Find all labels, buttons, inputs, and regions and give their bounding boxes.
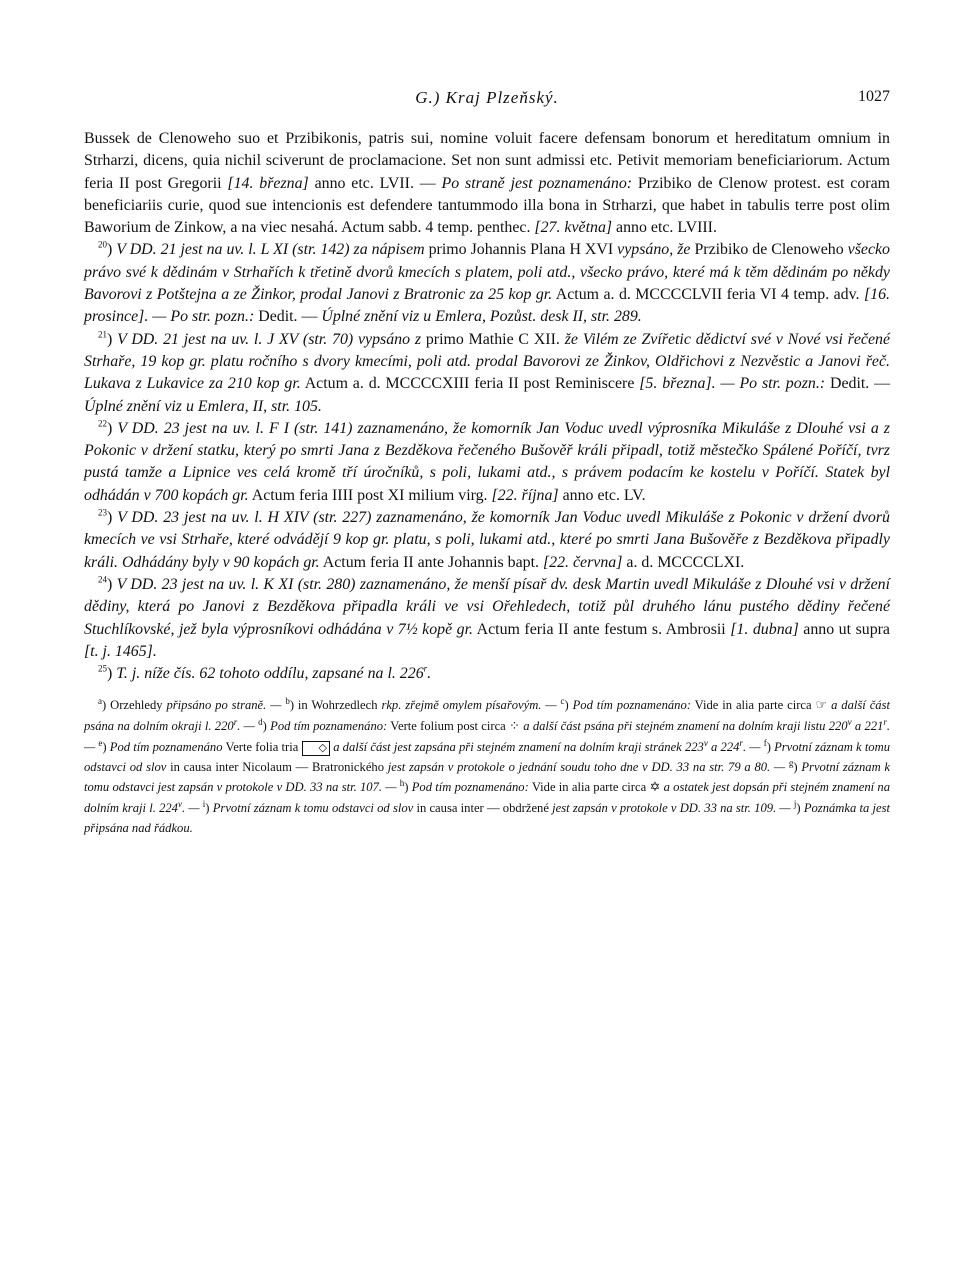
text-run: ) xyxy=(205,801,213,816)
text-run: Przibiko de Clenoweho xyxy=(690,241,848,259)
superscript-mark: r xyxy=(883,717,887,728)
text-run: Actum feria II ante festum s. Ambrosii xyxy=(473,620,731,638)
italic-text: . — xyxy=(181,801,200,816)
superscript-mark: v xyxy=(847,717,852,728)
text-run: primo Mathie C XII. xyxy=(421,330,565,348)
italic-text: [t. j. 1465]. xyxy=(84,642,157,660)
main-text xyxy=(84,128,890,685)
footnotes xyxy=(84,695,890,838)
italic-text: a další část psána při stejném znamení na dolním kraji listu 220 xyxy=(523,719,848,734)
italic-text: připsáno po straně. — xyxy=(166,698,282,713)
superscript-mark: r xyxy=(423,663,428,674)
italic-text: Poznámka ta jest připsána nad řádkou. xyxy=(84,801,891,836)
italic-text: vypsáno, že xyxy=(617,241,691,259)
italic-text: Pod tím poznamenáno: xyxy=(411,780,529,795)
note-number: 25 xyxy=(98,663,107,674)
text-run: ) xyxy=(107,330,118,348)
italic-text: že Vilém ze Zvířetic dědictví své v Nové vsi řečené Strhaře, 19 kop gr. platu ročního s dvory kmecími, poli atd. prodal Bavorovi ze Žinkov, Oldřichovi z Nezvěstic a Janovi řeč. Lukava z Lukavice za 210 kop gr. xyxy=(84,330,891,393)
note-number: 23 xyxy=(98,507,107,518)
italic-text: V DD. 21 jest na uv. l. L XI (str. 142) za nápisem xyxy=(116,241,425,259)
text-run: ) xyxy=(404,780,412,795)
note-number: 21 xyxy=(98,329,107,340)
marginal-symbol-icon: ☞ xyxy=(815,698,828,714)
text-run: ) xyxy=(107,419,118,437)
superscript-mark: v xyxy=(177,799,182,810)
page-header xyxy=(84,88,890,112)
paragraph-p22 xyxy=(84,418,890,507)
italic-text: Úplné znění viz u Emlera, Pozůst. desk II, str. 289. xyxy=(321,308,642,326)
superscript-mark: i xyxy=(202,799,206,810)
italic-text: Prvotní záznam k tomu odstavci od slov xyxy=(84,740,891,775)
superscript-mark: r xyxy=(233,717,238,728)
text-run: ) xyxy=(107,575,117,593)
footnote-paragraph xyxy=(84,695,890,838)
text-run: Actum a. d. MCCCCLVII feria VI 4 temp. adv. xyxy=(552,286,864,304)
italic-text: všecko právo své k dědinám v Strhařích k třetině dvorů kmecích s platem, poli atd., všecko právo, které má k těm dědinám po někdy Bavorovi z Potštejna a ze Žinkor, prodal Janovi z Bratronic za 25 kop gr. xyxy=(84,241,890,304)
italic-text: Prvotní záznam k tomu odstavci od slov xyxy=(212,801,414,816)
italic-text: a 224 xyxy=(707,740,740,755)
text-run: ) xyxy=(262,719,271,734)
paragraph-p21 xyxy=(84,329,890,418)
text-run: ) xyxy=(107,241,117,259)
italic-text: . xyxy=(427,665,432,683)
paragraph-p20 xyxy=(84,239,890,328)
text-run: in causa inter — obdržené xyxy=(413,801,553,816)
text-run: Dedit. — xyxy=(825,375,890,393)
superscript-mark: a xyxy=(98,696,102,707)
italic-text: [16. prosince]. — Po str. pozn.: xyxy=(84,286,890,326)
italic-text: T. j. níže čís. 62 tohoto oddílu, zapsané na l. 226 xyxy=(116,665,424,683)
italic-text: . — xyxy=(237,719,255,734)
superscript-mark: f xyxy=(763,738,767,749)
text-run: ) xyxy=(793,760,802,775)
italic-text: Po straně jest poznamenáno: xyxy=(441,174,633,192)
italic-text: . — xyxy=(742,740,761,755)
paragraph-p25 xyxy=(84,663,890,685)
text-run: a. d. MCCCCLXI. xyxy=(622,553,745,571)
italic-text: a ostatek jest dopsán při stejném znamení na dolním kraji l. 224 xyxy=(84,780,890,816)
italic-text: V DD. 23 jest na uv. l. K XI (str. 280) zaznamenáno, že menší písař dv. desk Martin uvedl Mikuláše z Dlouhé vsi v držení dědiny, která po Janovi z Bezděkova připadla králi ve vsi Ořehledech, totiž půl druhého lánu pustého dědiny řečené Stuchlíkovské, jež byla výprosníkovi odhádána v 7½ kopě gr. xyxy=(84,575,890,638)
text-run: Dedit. — xyxy=(254,308,322,326)
italic-text: V DD. 21 jest na uv. l. J XV (str. 70) vypsáno z xyxy=(117,330,422,348)
paragraph-p24 xyxy=(84,574,890,663)
superscript-mark: e xyxy=(98,738,103,749)
superscript-mark: b xyxy=(285,696,290,707)
italic-text: jest zapsán v protokole v DD. 33 na str. 109. — xyxy=(552,801,791,816)
running-title: G.) Kraj Plzeňský. xyxy=(415,88,559,107)
italic-text: [1. dubna] xyxy=(730,620,799,638)
superscript-mark: g xyxy=(788,758,794,769)
italic-text: [22. října] xyxy=(491,486,559,504)
text-run: primo Johannis Plana H XVI xyxy=(424,241,618,259)
text-run: ) xyxy=(564,698,573,713)
text-run: ) xyxy=(107,665,117,683)
text-run: Actum feria IIII post XI milium virg. xyxy=(248,486,492,504)
superscript-mark: d xyxy=(258,717,263,728)
italic-text: Pod tím poznamenáno: xyxy=(270,719,388,734)
text-run: Vide in alia parte circa xyxy=(690,698,816,713)
text-run: anno etc. LVIII. xyxy=(612,219,717,237)
italic-text: . — xyxy=(84,719,891,755)
italic-text: [5. března]. — Po str. pozn.: xyxy=(639,375,826,393)
text-run: Verte folia tria xyxy=(222,740,302,755)
superscript-mark: h xyxy=(399,778,405,789)
text-run: ) xyxy=(102,740,110,755)
superscript-mark: r xyxy=(739,738,743,749)
italic-text: Pod tím poznamenáno xyxy=(109,740,223,755)
superscript-mark: j xyxy=(793,799,797,810)
italic-text: a další část psána na dolním okraji l. 220 xyxy=(84,698,890,734)
note-number: 22 xyxy=(98,418,107,429)
text-run: ) in Wohrzedlech xyxy=(289,698,382,713)
page-number: 1027 xyxy=(858,88,890,105)
italic-text: [22. června] xyxy=(542,553,623,571)
italic-text: Pod tím poznamenáno: xyxy=(572,698,691,713)
italic-text: jest zapsán v protokole o jednání soudu toho dne v DD. 33 na str. 79 a 80. — xyxy=(387,760,786,775)
superscript-mark: c xyxy=(560,696,565,707)
text-run: Vide in alia parte circa xyxy=(528,780,650,795)
note-number: 20 xyxy=(98,240,107,251)
italic-text: [14. března] xyxy=(227,174,309,192)
paragraph-p0 xyxy=(84,128,890,239)
italic-text: V DD. 23 jest na uv. l. H XIV (str. 227) zaznamenáno, že komorník Jan Voduc uvedl Mikuláše z Pokonic v držení dvorů kmecích ve vsi Strhaře, které odvádějí 9 kop gr. platu, s poli, lukami atd., které po smrti Jana Bušověře z Bezděkova připadly králi. Odhádány byly v 90 kopách gr. xyxy=(84,509,890,571)
text-run: anno etc. LV. xyxy=(558,486,646,504)
document-page xyxy=(84,88,890,838)
text-run: Verte folium post circa xyxy=(387,719,510,734)
italic-text: a 221 xyxy=(851,719,884,734)
text-run: Bussek de Clenoweho suo et Przibikonis, patris sui, nomine voluit facere defensam bonorum et hereditatum omnium in Strharzi, dicens, quia nichil sciverunt de proclamacione. Set non sunt admissi etc. Petivit memoriam beneficiariorum. Actum feria II post Gregorii xyxy=(84,130,890,192)
text-run: ) Orzehledy xyxy=(102,698,167,713)
boxed-symbol-icon: ◇ xyxy=(302,741,330,756)
marginal-symbol-icon: ✡ xyxy=(649,780,661,796)
text-run: Przibiko de Clenow protest. est coram beneficiariis curie, quod sue intencionis est defendere tantummodo illa bona in Strharzi, que habet in tabulis terre post olim Baworium de Zinkow, a na viec nesahá. Actum sabb. 4 temp. penthec. xyxy=(84,174,890,237)
text-run: ) xyxy=(107,509,118,527)
text-run: ) xyxy=(766,740,775,755)
marginal-symbol-icon: ⁘ xyxy=(509,719,520,735)
italic-text: a další část jest zapsána při stejném znamení na dolním kraji stránek 223 xyxy=(333,740,704,755)
text-run: anno ut supra xyxy=(798,620,890,638)
superscript-mark: v xyxy=(703,738,708,749)
text-run: in causa inter Nicolaum — Bratronického xyxy=(166,760,388,775)
text-run: Actum feria II ante Johannis bapt. xyxy=(319,553,543,571)
italic-text: rkp. zřejmě omylem písařovým. — xyxy=(381,698,557,713)
text-run: ) xyxy=(796,801,804,816)
paragraph-p23 xyxy=(84,507,890,574)
text-run: Actum a. d. MCCCCXIII feria II post Reminiscere xyxy=(300,375,640,393)
italic-text: Prvotní záznam k tomu odstavci jest zapsán v protokole v DD. 33 na str. 107. — xyxy=(84,760,891,795)
text-run: anno etc. LVII. — xyxy=(308,174,442,192)
note-number: 24 xyxy=(98,574,107,585)
italic-text: [27. května] xyxy=(534,219,613,237)
italic-text: Úplné znění viz u Emlera, II, str. 105. xyxy=(84,397,322,415)
italic-text: V DD. 23 jest na uv. l. F I (str. 141) zaznamenáno, že komorník Jan Voduc uvedl výprosníka Mikuláše z Dlouhé vsi a z Pokonic v držení statku, který po smrti Jana z Bezděkova řečeného Bušověř králi připadl, totiž městečko Spálené Poříčí, tvrz pustá tamže a Lipnice ves celá kromě tří úročníků, s poli, lukami atd., s právem podacím ke kostelu v Poříčí. Statek byl odhádán v 700 kopách gr. xyxy=(84,419,890,504)
